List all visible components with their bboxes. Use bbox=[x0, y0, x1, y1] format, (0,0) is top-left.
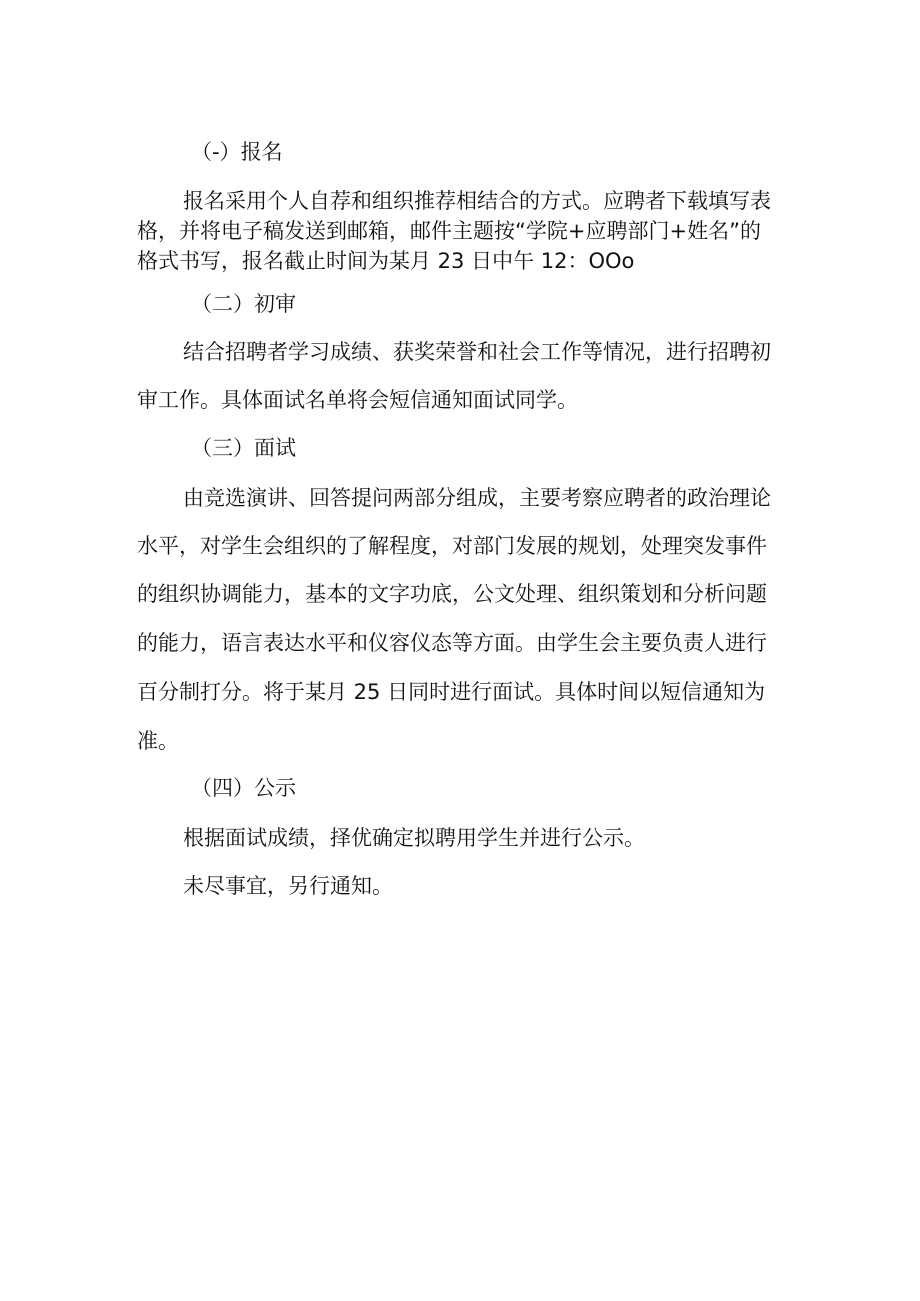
paragraph-line: 根据面试成绩，择优确定拟聘用学生并进行公示。 bbox=[183, 826, 645, 850]
paragraph-line: 的组织协调能力，基本的文字功底，公文处理、组织策划和分析问题 bbox=[137, 582, 767, 606]
paragraph-line: 审工作。具体面试名单将会短信通知面试同学。 bbox=[137, 388, 578, 412]
section-heading-interview: （三）面试 bbox=[191, 436, 296, 460]
paragraph-line: 格，并将电子稿发送到邮箱，邮件主题按“学院+应聘部门+姓名”的 bbox=[137, 219, 761, 243]
paragraph-line: 报名采用个人自荐和组织推荐相结合的方式。应聘者下载填写表 bbox=[183, 189, 771, 213]
section-heading-registration: （-）报名 bbox=[191, 140, 283, 164]
paragraph-line: 的能力，语言表达水平和仪容仪态等方面。由学生会主要负责人进行 bbox=[137, 631, 767, 655]
paragraph-line: 准。 bbox=[137, 729, 179, 753]
paragraph-line: 格式书写，报名截止时间为某月 23 日中午 12：OOo bbox=[137, 249, 635, 273]
paragraph-line: 未尽事宜，另行通知。 bbox=[183, 874, 393, 898]
paragraph-line: 结合招聘者学习成绩、获奖荣誉和社会工作等情况，进行招聘初 bbox=[183, 340, 771, 364]
section-heading-publicity: （四）公示 bbox=[191, 776, 296, 800]
section-heading-preliminary-review: （二）初审 bbox=[191, 292, 296, 316]
paragraph-line: 水平，对学生会组织的了解程度，对部门发展的规划，处理突发事件 bbox=[137, 534, 767, 558]
paragraph-line: 百分制打分。将于某月 25 日同时进行面试。具体时间以短信通知为 bbox=[137, 680, 766, 704]
paragraph-line: 由竞选演讲、回答提问两部分组成，主要考察应聘者的政治理论 bbox=[183, 486, 771, 510]
